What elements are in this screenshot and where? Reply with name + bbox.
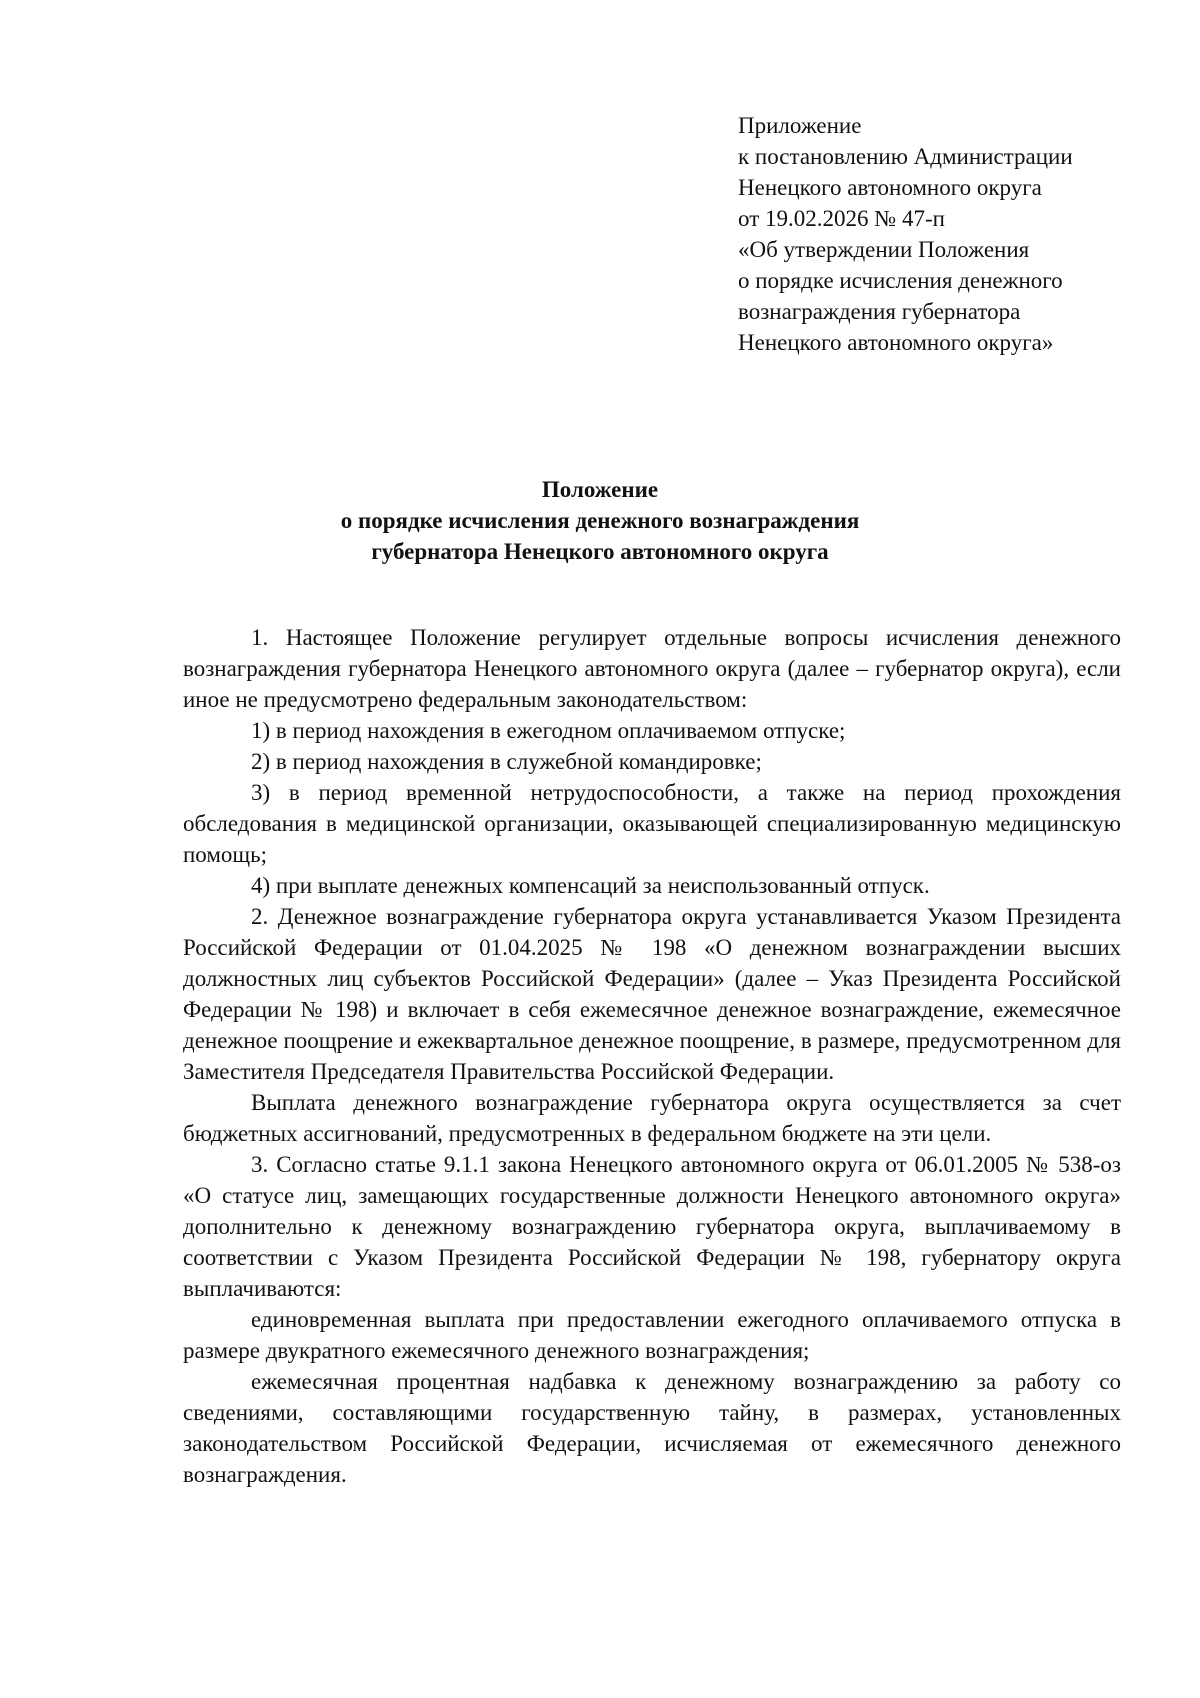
list-item-1: 1) в период нахождения в ежегодном оплачиваемом отпуске; (251, 718, 846, 743)
title-line-2: о порядке исчисления денежного вознаграждения (340, 508, 860, 533)
document-title (0, 474, 1200, 567)
list-item-2: 2) в период нахождения в служебной командировке; (251, 749, 762, 774)
paragraph-2-continued: Выплата денежного вознаграждение губернатора округа осуществляется за счет бюджетных ассигнований, предусмотренных в федеральном бюджете на эти цели. (183, 1090, 1121, 1146)
appendix-line: Ненецкого автономного округа» (738, 330, 1054, 355)
list-item-4: 4) при выплате денежных компенсаций за неиспользованный отпуск. (251, 873, 930, 898)
payment-item-1: единовременная выплата при предоставлении ежегодного оплачиваемого отпуска в размере двукратного ежемесячного денежного вознаграждения; (183, 1307, 1121, 1363)
appendix-line: вознаграждения губернатора (738, 299, 1021, 324)
paragraph-2: 2. Денежное вознаграждение губернатора округа устанавливается Указом Президента Российской Федерации от 01.04.2025 № 198 «О денежном вознаграждении высших должностных лиц субъектов Российской Федерации» (далее – Указ Президента Российской Федерации № 198) и включает в себя ежемесячное денежное вознаграждение, ежемесячное денежное поощрение и ежеквартальное денежное поощрение, в размере, предусмотренном для Заместителя Председателя Правительства Российской Федерации. (183, 904, 1121, 1084)
title-line-1: Положение (541, 477, 659, 502)
appendix-line: Приложение (738, 113, 862, 138)
appendix-line: от 19.02.2026 № 47-п (738, 206, 945, 231)
list-item-3: 3) в период временной нетрудоспособности, а также на период прохождения обследования в медицинской организации, оказывающей специализированную медицинскую помощь; (183, 780, 1121, 867)
appendix-line: «Об утверждении Положения (738, 237, 1030, 262)
appendix-line: к постановлению Администрации (738, 144, 1073, 169)
appendix-block (738, 110, 1168, 358)
title-line-3: губернатора Ненецкого автономного округа (371, 539, 829, 564)
appendix-line: о порядке исчисления денежного (738, 268, 1063, 293)
appendix-line: Ненецкого автономного округа (738, 175, 1042, 200)
paragraph-3: 3. Согласно статье 9.1.1 закона Ненецкого автономного округа от 06.01.2005 № 538-оз «О статусе лиц, замещающих государственные должности Ненецкого автономного округа» дополнительно к денежному вознаграждению губернатора округа, выплачиваемому в соответствии с Указом Президента Российской Федерации № 198, губернатору округа выплачиваются: (183, 1152, 1121, 1301)
payment-item-2: ежемесячная процентная надбавка к денежному вознаграждению за работу со сведениями, составляющими государственную тайну, в размерах, установленных законодательством Российской Федерации, исчисляемая от ежемесячного денежного вознаграждения. (183, 1369, 1121, 1487)
document-body (183, 622, 1121, 1490)
paragraph-1: 1. Настоящее Положение регулирует отдельные вопросы исчисления денежного вознаграждения губернатора Ненецкого автономного округа (далее – губернатор округа), если иное не предусмотрено федеральным законодательством: (183, 625, 1121, 712)
